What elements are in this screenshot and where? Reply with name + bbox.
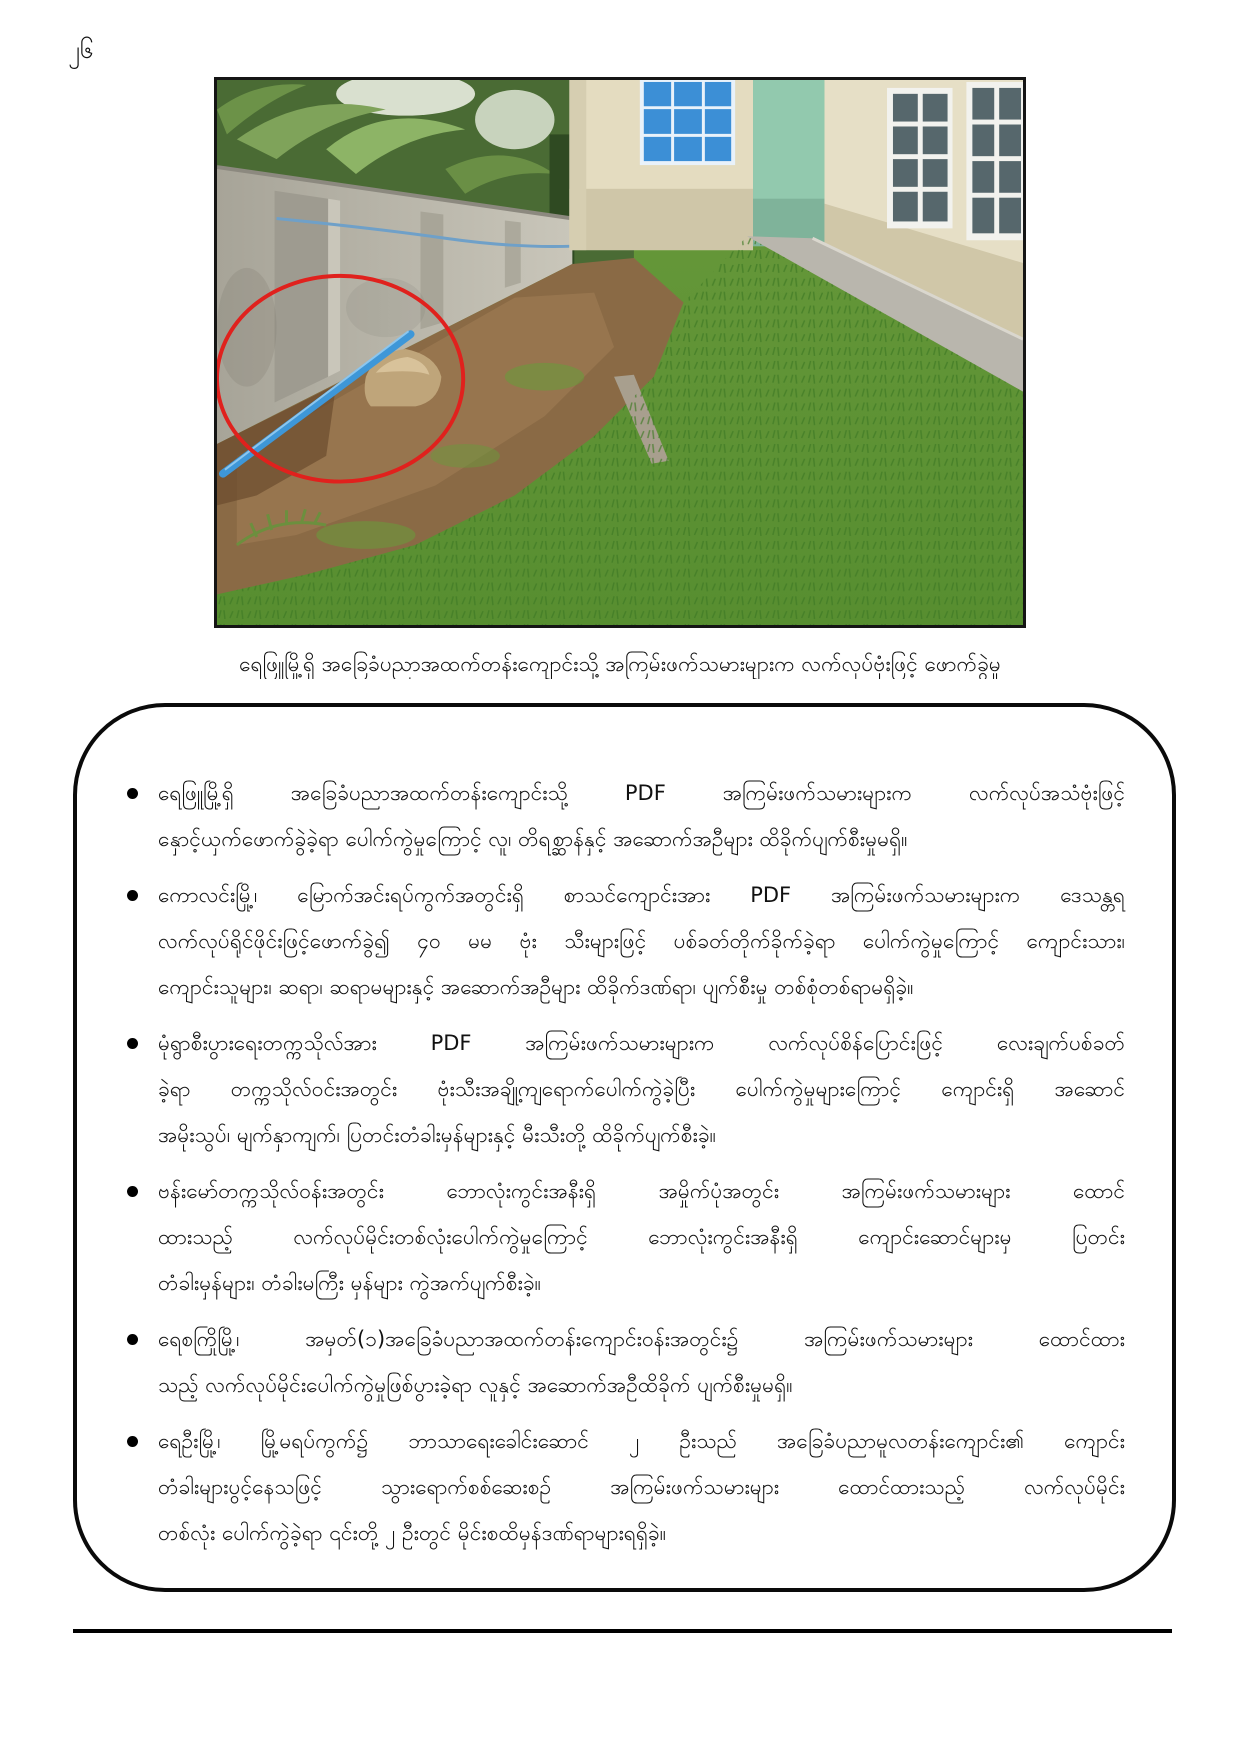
list-item <box>77 770 1125 862</box>
list-item <box>77 1020 1125 1158</box>
school-compound-photo <box>217 80 1023 625</box>
bullet-point-icon <box>127 1436 138 1447</box>
photo-caption: ရေဖြူမြို့ရှိ အခြေခံပညာအထက်တန်းကျောင်းသို့ အကြမ်းဖက်သမားများက လက်လုပ်ဗုံးဖြင့် ဖောက်ခွဲမှု <box>239 652 1001 676</box>
list-item-line: ကျောင်းသူများ၊ ဆရာ၊ ဆရာမများနှင့် အဆောက်အဦများ ထိခိုက်ဒဏ်ရာ၊ ပျက်စီးမှု တစ်စုံတစ်ရာမရှိခဲ့။ <box>158 975 914 999</box>
list-item-line: နှောင့်ယှက်ဖောက်ခွဲခဲ့ရာ ပေါက်ကွဲမှုကြောင့် လူ၊ တိရစ္ဆာန်နှင့် အဆောက်အဦများ ထိခိုက်ပျက်စီးမှုမရှိ။ <box>158 827 908 851</box>
list-item-line: ထားသည့် လက်လုပ်မိုင်းတစ်လုံးပေါက်ကွဲမှုကြောင့် ဘောလုံးကွင်းအနီးရှိ ကျောင်းဆောင်များမှ ပြတင်း <box>158 1225 1125 1249</box>
incident-list <box>77 770 1125 1556</box>
list-item-line: အမိုးသွပ်၊ မျက်နှာကျက်၊ ပြတင်းတံခါးမှန်များနှင့် မီးသီးတို့ ထိခိုက်ပျက်စီးခဲ့။ <box>158 1123 717 1147</box>
page-number: ၂၆ <box>68 36 94 64</box>
list-item-line: ရေဖြူမြို့ရှိ အခြေခံပညာအထက်တန်းကျောင်းသို့ PDF အကြမ်းဖက်သမားများက လက်လုပ်အသံဗုံးဖြင့် <box>158 781 1125 805</box>
incident-summary-box <box>73 703 1176 1592</box>
list-item <box>77 872 1125 1010</box>
bullet-point-icon <box>127 1038 138 1049</box>
list-item-line: တံခါးများပွင့်နေသဖြင့် သွားရောက်စစ်ဆေးစဉ် အကြမ်းဖက်သမားများ ထောင်ထားသည့် လက်လုပ်မိုင်း <box>158 1475 1125 1499</box>
list-item-line: တံခါးမှန်များ၊ တံခါးမကြီး မှန်များ ကွဲအက်ပျက်စီးခဲ့။ <box>158 1271 542 1295</box>
list-item-line: ဗန်းမော်တက္ကသိုလ်ဝန်းအတွင်း ဘောလုံးကွင်းအနီးရှိ အမှိုက်ပုံအတွင်း အကြမ်းဖက်သမားများ ထောင် <box>158 1179 1125 1203</box>
list-item-line: ရေစကြိုမြို့၊ အမှတ်(၁)အခြေခံပညာအထက်တန်းကျောင်းဝန်းအတွင်း၌ အကြမ်းဖက်သမားများ ထောင်ထား <box>158 1327 1125 1351</box>
list-item <box>77 1168 1125 1306</box>
list-item-line: လက်လုပ်ရိုင်ဖိုင်းဖြင့်ဖောက်ခွဲ၍ ၄၀ မမ ဗုံး သီးများဖြင့် ပစ်ခတ်တိုက်ခိုက်ခဲ့ရာ ပေါက်ကွဲမှုကြောင့် ကျောင်းသား၊ <box>158 929 1125 953</box>
list-item-line: ကောလင်းမြို့၊ မြောက်အင်းရပ်ကွက်အတွင်းရှိ စာသင်ကျောင်းအား PDF အကြမ်းဖက်သမားများက ဒေသန္တရ <box>158 883 1125 907</box>
footer-divider <box>73 1629 1172 1633</box>
list-item <box>77 1418 1125 1556</box>
bullet-point-icon <box>127 1186 138 1197</box>
list-item-line: ခဲ့ရာ တက္ကသိုလ်ဝင်းအတွင်း ဗုံးသီးအချို့ကျရောက်ပေါက်ကွဲခဲ့ပြီး ပေါက်ကွဲမှုများကြောင့် ကျောင်းရှိ အဆောင် <box>158 1077 1125 1101</box>
list-item-line: ရေဦးမြို့၊ မြို့မရပ်ကွက်၌ ဘာသာရေးခေါင်းဆောင် ၂ ဦးသည် အခြေခံပညာမူလတန်းကျောင်း၏ ကျောင်း <box>158 1429 1125 1453</box>
bullet-point-icon <box>127 890 138 901</box>
bullet-point-icon <box>127 788 138 799</box>
list-item <box>77 1316 1125 1408</box>
list-item-line: သည့် လက်လုပ်မိုင်းပေါက်ကွဲမှုဖြစ်ပွားခဲ့ရာ လူနှင့် အဆောက်အဦထိခိုက် ပျက်စီးမှုမရှိ။ <box>158 1373 793 1397</box>
incident-photo <box>214 77 1026 628</box>
list-item-line: မုံရွာစီးပွားရေးတက္ကသိုလ်အား PDF အကြမ်းဖက်သမားများက လက်လုပ်စိန်ပြောင်းဖြင့် လေးချက်ပစ်ခတ် <box>158 1031 1125 1055</box>
bullet-point-icon <box>127 1334 138 1345</box>
list-item-line: တစ်လုံး ပေါက်ကွဲခဲ့ရာ ၎င်းတို့ ၂ ဦးတွင် မိုင်းစထိမှန်ဒဏ်ရာများရရှိခဲ့။ <box>158 1521 667 1545</box>
